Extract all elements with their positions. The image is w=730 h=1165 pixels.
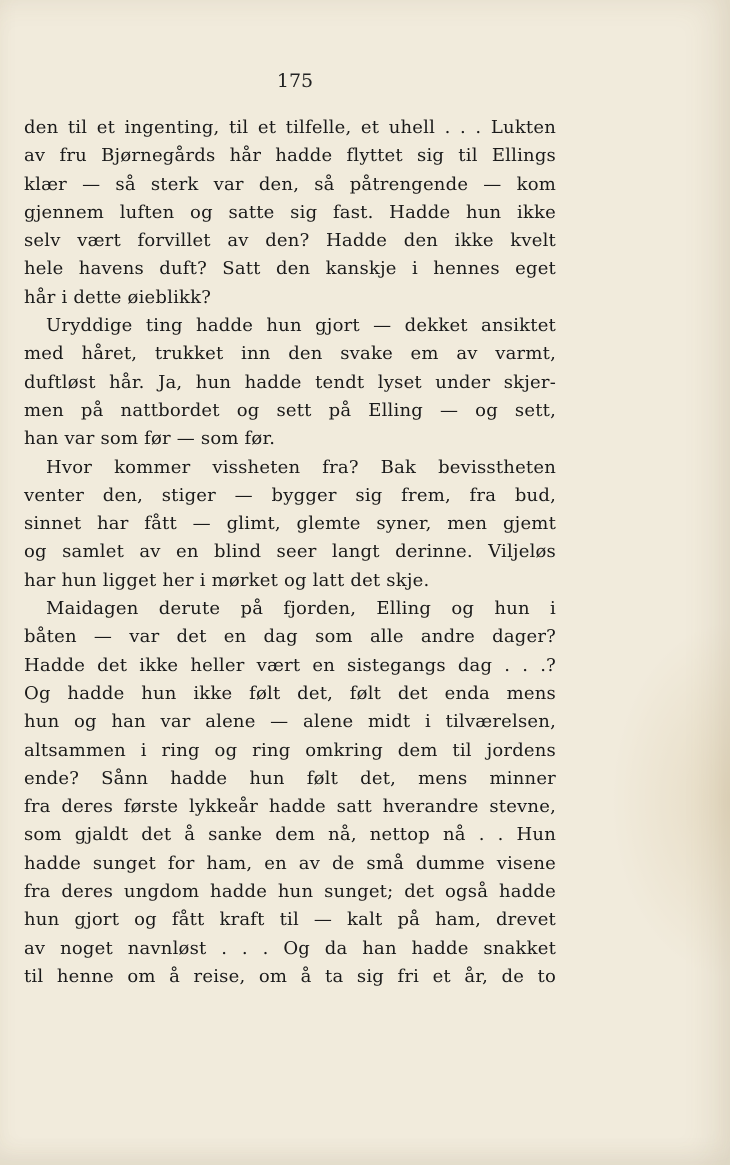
- text-line: men på nattbordet og sett på Elling — og sett,: [24, 399, 556, 421]
- text-line: som gjaldt det å sanke dem nå, nettop nå . . Hun: [24, 824, 556, 846]
- text-line: altsammen i ring og ring omkring dem til jordens: [24, 739, 556, 761]
- text-line: fra deres første lykkeår hadde satt hverandre stevne,: [24, 796, 556, 818]
- text-line: Hvor kommer vissheten fra? Bak bevisstheten: [46, 456, 556, 478]
- text-line: han var som før — som før.: [24, 428, 276, 450]
- text-line: har hun ligget her i mørket og latt det skje.: [24, 569, 430, 591]
- text-line: gjennem luften og satte sig fast. Hadde hun ikke: [24, 201, 556, 223]
- text-line: fra deres ungdom hadde hun sunget; det også hadde: [24, 881, 556, 903]
- text-line: den til et ingenting, til et tilfelle, et uhell . . . Lukten: [24, 117, 556, 138]
- text-line: hår i dette øieblikk?: [24, 286, 212, 308]
- text-line: og samlet av en blind seer langt derinne. Viljeløs: [24, 541, 556, 563]
- paper-stain: [610, 620, 730, 980]
- text-line: hun gjort og fått kraft til — kalt på ham, drevet: [24, 909, 556, 931]
- text-line: ende? Sånn hadde hun følt det, mens minner: [24, 767, 556, 789]
- text-line: hun og han var alene — alene midt i tilværelsen,: [24, 711, 556, 733]
- text-line: duftløst hår. Ja, hun hadde tendt lyset under skjer-: [24, 371, 556, 393]
- text-line: klær — så sterk var den, så påtrengende — kom: [24, 173, 556, 195]
- text-line: Og hadde hun ikke følt det, følt det enda mens: [24, 682, 556, 704]
- text-line: av fru Bjørnegårds hår hadde flyttet sig til Ellings: [24, 145, 556, 167]
- text-line: sinnet har fått — glimt, glemte syner, men gjemt: [24, 513, 556, 535]
- text-line: båten — var det en dag som alle andre dager?: [24, 626, 556, 648]
- text-line: med håret, trukket inn den svake em av varmt,: [24, 343, 556, 365]
- text-line: selv vært forvillet av den? Hadde den ikke kvelt: [24, 230, 556, 252]
- text-line: hadde sunget for ham, en av de små dumme visene: [24, 852, 556, 874]
- text-line: Hadde det ikke heller vært en sistegangs dag . . .?: [24, 654, 556, 676]
- text-line: av noget navnløst . . . Og da han hadde snakket: [24, 937, 556, 959]
- body-text: [24, 114, 556, 991]
- text-line: Uryddige ting hadde hun gjort — dekket ansiktet: [46, 315, 556, 337]
- text-line: venter den, stiger — bygger sig frem, fra bud,: [24, 484, 556, 506]
- text-line: hele havens duft? Satt den kanskje i hennes eget: [24, 258, 556, 280]
- page-number: 175: [276, 70, 314, 92]
- text-line: til henne om å reise, om å ta sig fri et år, de to: [24, 965, 556, 987]
- text-line: Maidagen derute på fjorden, Elling og hun i: [46, 598, 556, 620]
